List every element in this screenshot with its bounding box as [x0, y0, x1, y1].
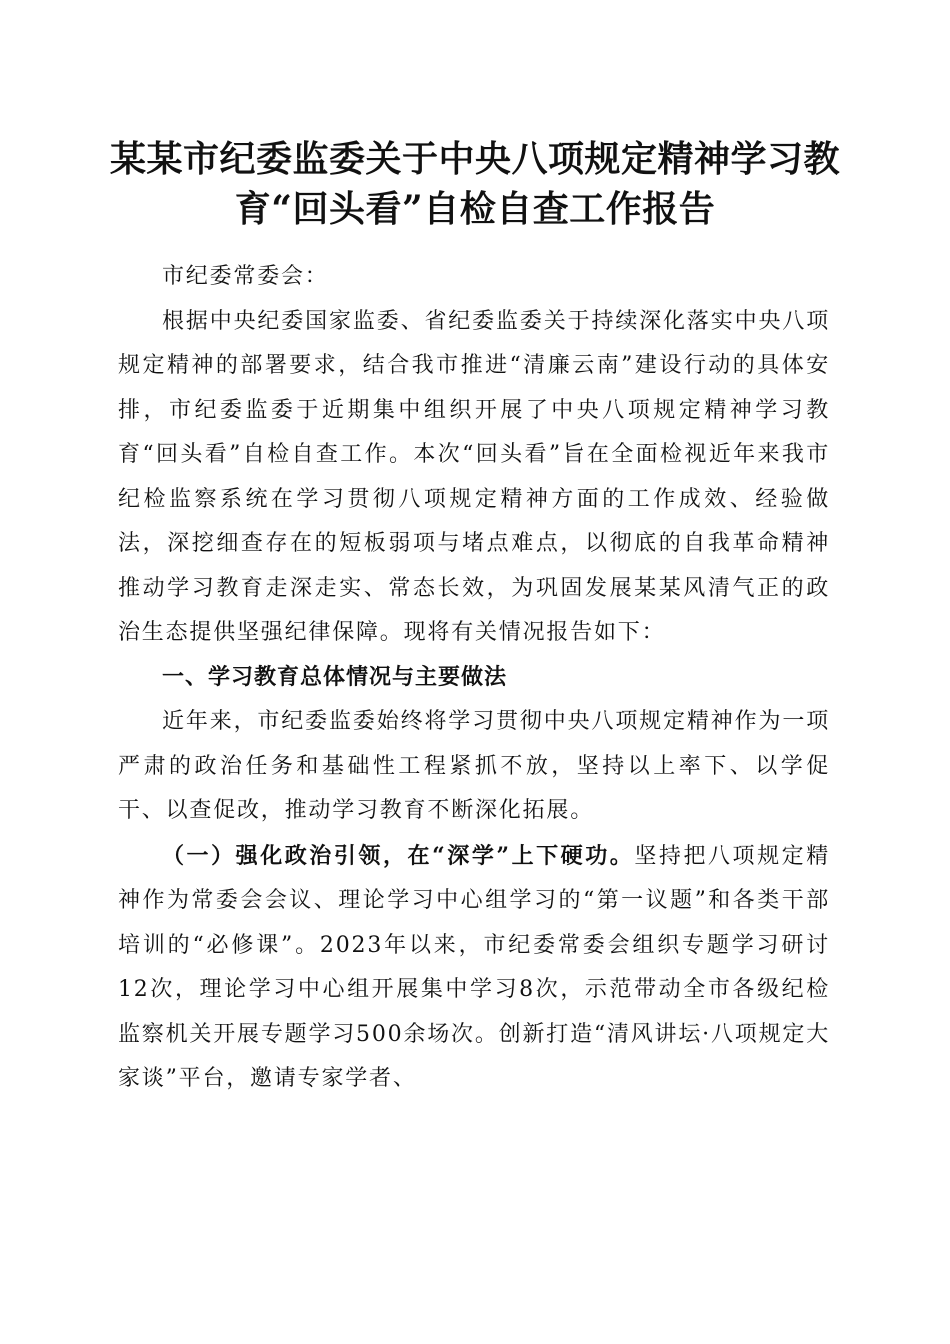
- document-title: [100, 134, 850, 234]
- subsection-1-paragraph: [118, 834, 830, 1102]
- section-1-paragraph: 近年来，市纪委监委始终将学习贯彻中央八项规定精神作为一项严肃的政治任务和基础性工程紧抓不放，坚持以上率下、以学促干、以查促改，推动学习教育不断深化拓展。: [118, 709, 830, 823]
- title-line-2: 育“回头看”自检自查工作报告: [234, 188, 716, 230]
- subsection-1-lead: （一）强化政治引领，在“深学”上下硬功。: [162, 842, 635, 869]
- section-heading-1: 一、学习教育总体情况与主要做法: [162, 664, 508, 690]
- salutation: 市纪委常委会：: [162, 264, 329, 289]
- intro-paragraph: 根据中央纪委国家监委、省纪委监委关于持续深化落实中央八项规定精神的部署要求，结合我市推进“清廉云南”建设行动的具体安排，市纪委监委于近期集中组织开展了中央八项规定精神学习教育“回头看”自检自查工作。本次“回头看”旨在全面检视近年来我市纪检监察系统在学习贯彻八项规定精神方面的工作成效、经验做法，深挖细查存在的短板弱项与堵点难点，以彻底的自我革命精神推动学习教育走深走实、常态长效，为巩固发展某某风清气正的政治生态提供坚强纪律保障。现将有关情况报告如下：: [118, 308, 830, 645]
- subsection-1-text: 坚持把八项规定精神作为常委会会议、理论学习中心组学习的“第一议题”和各类干部培训的“必修课”。2023年以来，市纪委常委会组织专题学习研讨12次，理论学习中心组开展集中学习8次，示范带动全市各级纪检监察机关开展专题学习500余场次。创新打造“清风讲坛·八项规定大家谈”平台，邀请专家学者、: [118, 843, 831, 1091]
- title-line-1: 某某市纪委监委关于中央八项规定精神学习教: [109, 138, 840, 180]
- document-body: [118, 255, 830, 1102]
